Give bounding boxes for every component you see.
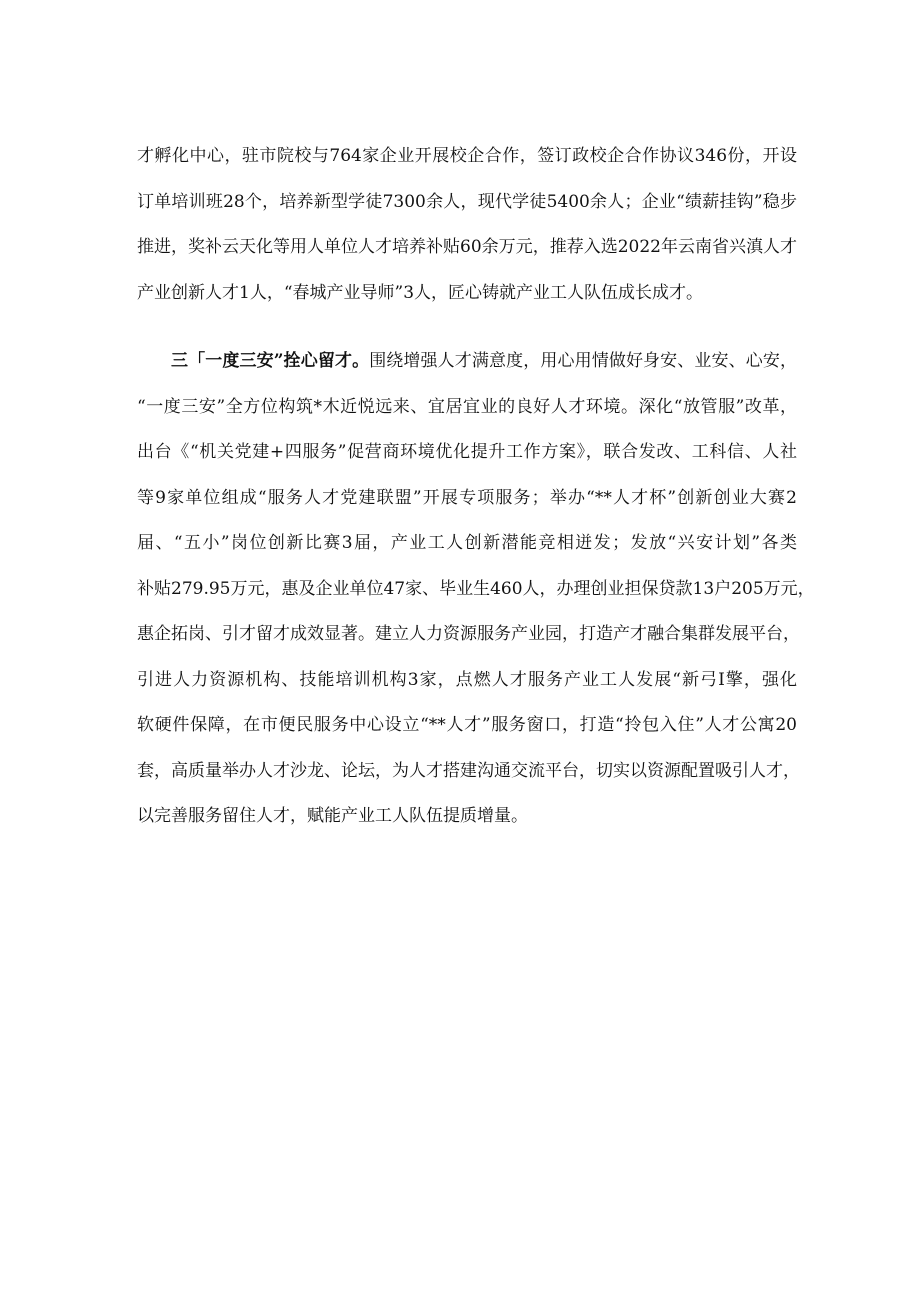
text-line: 才孵化中心，驻市院校与764家企业开展校企合作，签订政校企合作协议346份，开设 xyxy=(137,146,797,166)
text-line: 以完善服务留住人才，赋能产业工人队伍提质增量。 xyxy=(137,806,528,826)
text-line: 出台《“机关党建+四服务”促营商环境优化提升工作方案》，联合发改、工科信、人社 xyxy=(137,442,797,462)
text-line: 订单培训班28个，培养新型学徒7300余人，现代学徒5400余人；企业“绩薪挂钩”稳步 xyxy=(137,191,797,212)
text-line-first xyxy=(137,339,797,385)
text-line: 补贴279.95万元，惠及企业单位47家、毕业生460人，办理创业担保贷款13户205万元， xyxy=(137,578,815,599)
text-line: 引进人力资源机构、技能培训机构3家，点燃人才服务产业工人发展“新弓I擎，强化 xyxy=(137,669,797,690)
text-line: 软硬件保障，在市便民服务中心设立“**人才”服务窗口，打造“拎包入住”人才公寓20 xyxy=(137,715,797,735)
text-line: 套，高质量举办人才沙龙、论坛，为人才搭建沟通交流平台，切实以资源配置吸引人才， xyxy=(137,760,800,781)
text-line: “一度三安”全方位构筑*木近悦远来、宜居宜业的良好人才环境。深化“放管服”改革， xyxy=(137,396,797,417)
text-line: 推进，奖补云天化等用人单位人才培养补贴60余万元，推荐入选2022年云南省兴滇人才 xyxy=(137,237,797,257)
text-line: 惠企拓岗、引才留才成效显著。建立人力资源服务产业园，打造产才融合集群发展平台， xyxy=(137,624,800,644)
paragraph-talent-training xyxy=(137,134,797,316)
text-line-rest: 围绕增强人才满意度，用心用情做好身安、业安、心安， xyxy=(369,351,797,371)
paragraph-talent-retention xyxy=(137,339,815,840)
text-line: 产业创新人才1人，“春城产业导师”3人，匠心铸就产业工人队伍成长成才。 xyxy=(137,282,704,303)
section-heading: 三「一度三安”拴心留才。 xyxy=(171,351,370,371)
text-line: 届、“五小”岗位创新比赛3届，产业工人创新潜能竞相迸发；发放“兴安计划”各类 xyxy=(137,533,797,553)
text-line: 等9家单位组成“服务人才党建联盟”开展专项服务；举办“**人才杯”创新创业大赛2 xyxy=(137,487,797,508)
